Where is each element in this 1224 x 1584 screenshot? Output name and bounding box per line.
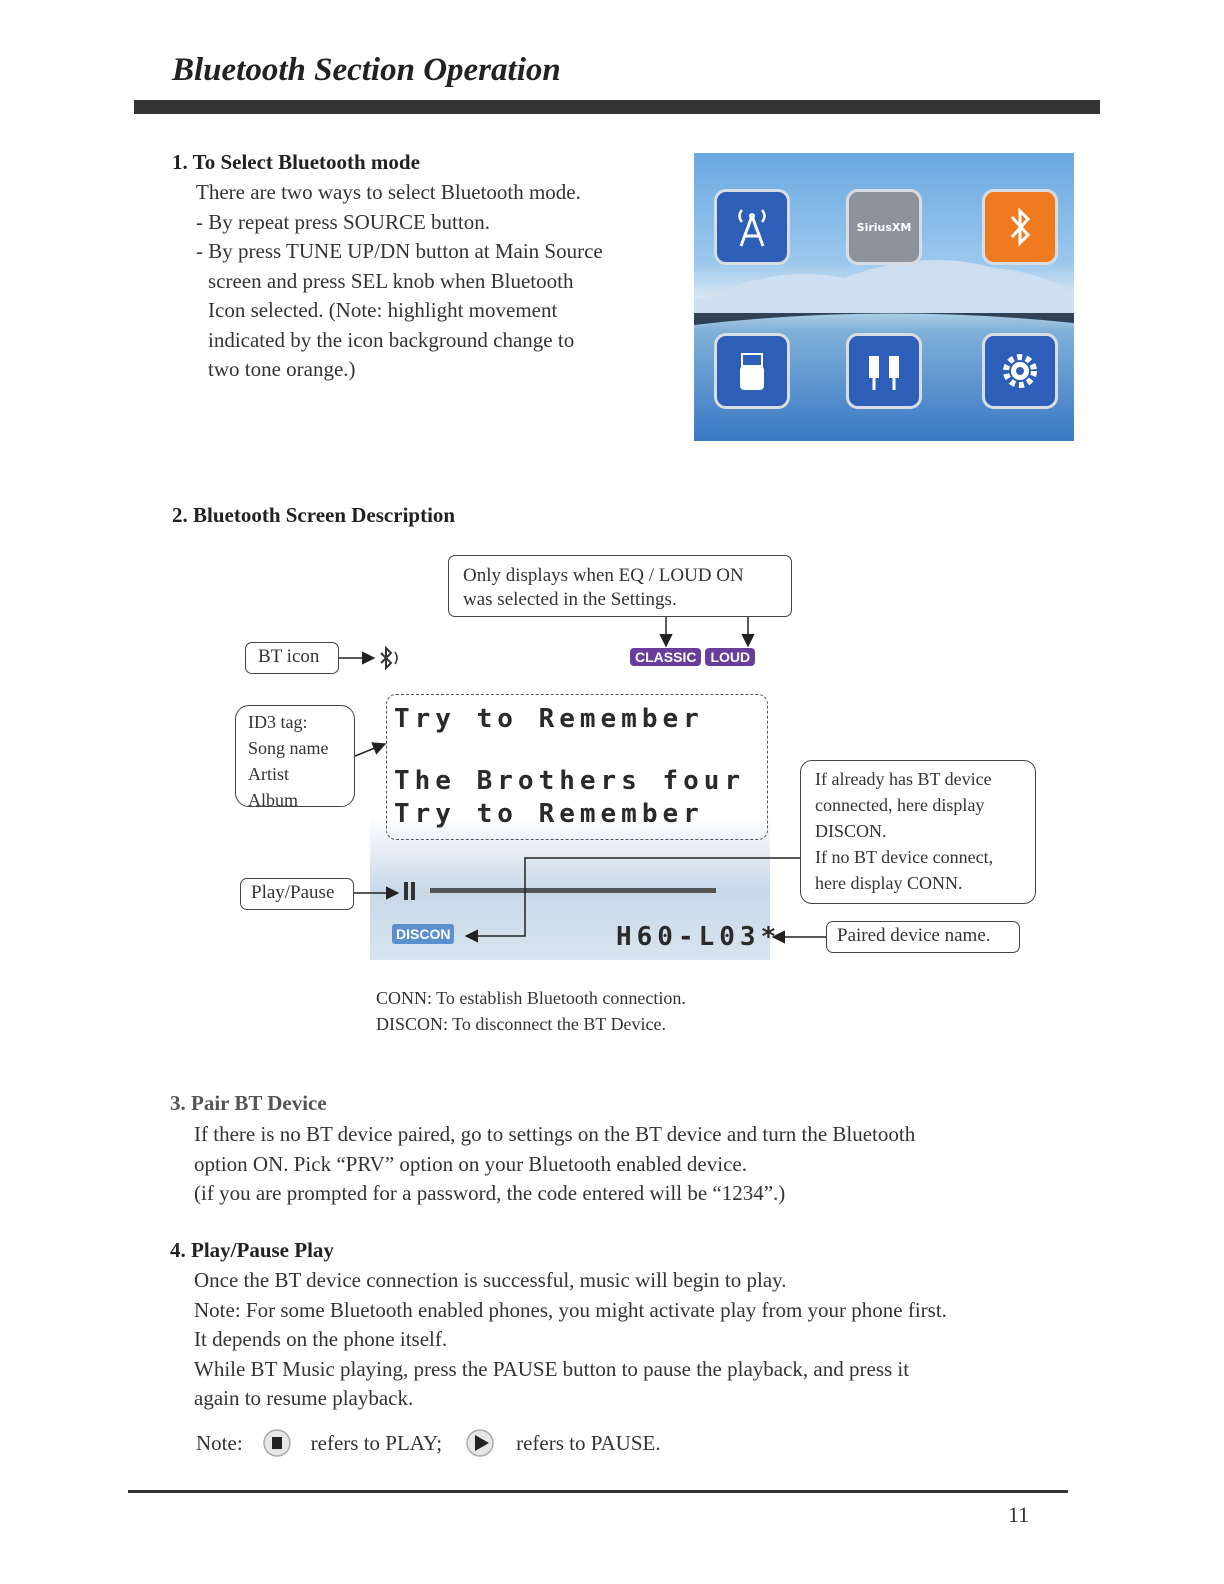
section3-body — [194, 1120, 915, 1209]
section1-line: Icon selected. (Note: highlight movement — [208, 298, 558, 322]
conn-note-line: connected, here display — [815, 795, 985, 815]
section4-heading: 4. Play/Pause Play — [170, 1238, 334, 1262]
section1-line: screen and press SEL knob when Bluetooth — [208, 268, 574, 293]
id3-label-line: Artist — [248, 764, 290, 784]
section3-line: If there is no BT device paired, go to settings on the BT device and turn the Bluetooth — [194, 1122, 916, 1146]
discon-badge: DISCON — [392, 924, 454, 944]
play-pause-note — [196, 1428, 661, 1460]
page-title: Bluetooth Section Operation — [172, 52, 561, 88]
note-prefix: Note: — [196, 1431, 243, 1456]
id3-label-line: Song name — [248, 738, 329, 758]
loud-badge: LOUD — [705, 648, 755, 666]
section4-line: Note: For some Bluetooth enabled phones, you might activate play from your phone first. — [194, 1297, 947, 1322]
bluetooth-small-icon — [381, 648, 397, 668]
screen-album: Try to Remember — [394, 799, 704, 829]
siriusxm-label: SiriusXM — [856, 220, 912, 234]
section2-footnotes — [376, 985, 686, 1037]
section1-line: indicated by the icon background change to — [208, 327, 575, 352]
conn-note-line: If no BT device connect, — [815, 847, 994, 867]
footnote-line: CONN: To establish Bluetooth connection. — [376, 988, 686, 1008]
conn-note-line: here display CONN. — [815, 873, 963, 893]
section1-line: - By repeat press SOURCE button. — [196, 209, 490, 234]
conn-note-line: If already has BT device — [815, 769, 992, 789]
section4-line: While BT Music playing, press the PAUSE button to pause the playback, and press it — [194, 1356, 910, 1381]
id3-label-line: ID3 tag: — [248, 712, 308, 732]
section3-line: option ON. Pick “PRV” option on your Bluetooth enabled device. — [194, 1151, 747, 1176]
screen-artist: The Brothers four — [394, 766, 746, 796]
section1-line: - By press TUNE UP/DN button at Main Source — [196, 239, 603, 263]
section2-heading: 2. Bluetooth Screen Description — [172, 503, 456, 527]
page-number: 11 — [1008, 1502, 1030, 1527]
play-symbol-icon — [464, 1428, 504, 1460]
section3-line: (if you are prompted for a password, the code entered will be “1234”.) — [194, 1181, 786, 1205]
note-pause-text: refers to PAUSE. — [516, 1431, 661, 1456]
paired-device-label: Paired device name. — [837, 925, 991, 946]
screen-song-name: Try to Remember — [394, 704, 704, 734]
device-name: H60-L03 — [616, 922, 761, 952]
id3-label-line: Album — [248, 790, 299, 810]
section4-line: again to resume playback. — [194, 1386, 414, 1410]
section4-line: It depends on the phone itself. — [194, 1327, 448, 1351]
pause-symbol-icon — [261, 1428, 301, 1460]
section1-line: There are two ways to select Bluetooth mode. — [196, 180, 581, 204]
note-play-text: refers to PLAY; — [310, 1431, 443, 1456]
section3-heading: 3. Pair BT Device — [170, 1091, 327, 1115]
eq-note-line: Only displays when EQ / LOUD ON — [463, 565, 744, 586]
play-pause-icon — [404, 882, 415, 900]
conn-note-line: DISCON. — [815, 821, 887, 841]
footnote-line: DISCON: To disconnect the BT Device. — [376, 1014, 667, 1034]
device-star: * — [760, 922, 782, 952]
play-pause-label: Play/Pause — [251, 882, 335, 903]
eq-note-line: was selected in the Settings. — [463, 589, 677, 610]
footer-rule — [128, 1490, 1068, 1493]
section4-line: Once the BT device connection is successful, music will begin to play. — [194, 1268, 787, 1292]
classic-badge: CLASSIC — [630, 648, 701, 666]
bt-icon-label: BT icon — [258, 646, 320, 667]
section1-heading: 1. To Select Bluetooth mode — [172, 150, 420, 174]
section4-body — [194, 1266, 947, 1414]
section1-line: two tone orange.) — [208, 357, 356, 381]
